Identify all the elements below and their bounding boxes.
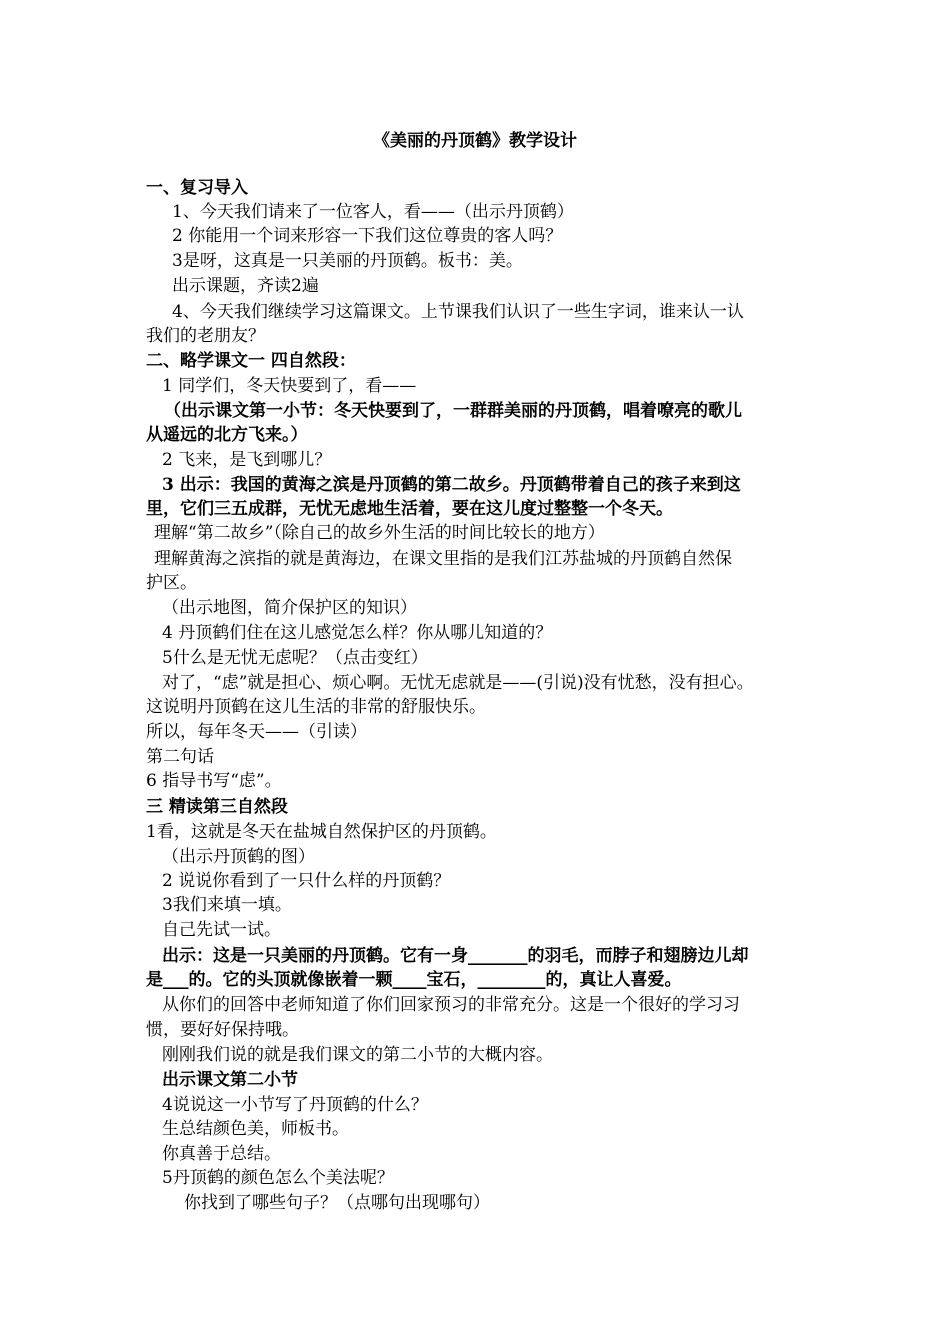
paragraph-line: 2 说说你看到了一只什么样的丹顶鹤？	[162, 871, 451, 891]
paragraph-line: 你真善于总结。	[162, 1144, 281, 1164]
paragraph-line: 2 你能用一个词来形容一下我们这位尊贵的客人吗？	[172, 226, 563, 246]
paragraph-line: 1、今天我们请来了一位客人，看——（出示丹顶鹤）	[172, 202, 574, 222]
paragraph-line: 第二句话	[146, 747, 214, 767]
paragraph-line: 3是呀，这真是一只美丽的丹顶鹤。板书：美。	[172, 251, 523, 271]
paragraph-line: 出示课文第二小节	[162, 1070, 298, 1090]
section-heading: 一、复习导入	[146, 178, 248, 198]
paragraph-line: 4、今天我们继续学习这篇课文。上节课我们认识了一些生字词，谁来认一认	[172, 302, 744, 322]
paragraph-line: 理解黄海之滨指的就是黄海边，在课文里指的是我们江苏盐城的丹顶鹤自然保	[154, 549, 732, 569]
paragraph-line: 所以，每年冬天——（引读）	[146, 722, 367, 742]
paragraph-line: 出示课题，齐读2遍	[172, 276, 319, 296]
paragraph-line: 是___的。它的头顶就像嵌着一颗____宝石，________的，真让人喜爱。	[146, 970, 682, 990]
paragraph-line: 生总结颜色美，师板书。	[162, 1119, 349, 1139]
paragraph-line: 5丹顶鹤的颜色怎么个美法呢？	[162, 1168, 394, 1188]
paragraph-line: 里，它们三五成群，无忧无虑地生活着，要在这儿度过整整一个冬天。	[146, 499, 673, 519]
paragraph-line: 1看，这就是冬天在盐城自然保护区的丹顶鹤。	[146, 822, 497, 842]
paragraph-line: 刚刚我们说的就是我们课文的第二小节的大概内容。	[162, 1045, 553, 1065]
paragraph-line: 6 指导书写“虑”。	[146, 771, 282, 791]
paragraph-line: 3 出示：我国的黄海之滨是丹顶鹤的第二故乡。丹顶鹤带着自己的孩子来到这	[162, 475, 741, 495]
paragraph-line: 5什么是无忧无虑呢？（点击变红）	[162, 648, 428, 668]
paragraph-line: 你找到了哪些句子？（点哪句出现哪句）	[184, 1193, 490, 1213]
paragraph-line: 对了，“虑”就是担心、烦心啊。无忧无虑就是——(引说)没有忧愁，没有担心。	[162, 673, 754, 693]
paragraph-line: 惯，要好好保持哦。	[146, 1020, 299, 1040]
paragraph-line: 这说明丹顶鹤在这儿生活的非常的舒服快乐。	[146, 697, 486, 717]
paragraph-line: 自己先试一试。	[162, 920, 281, 940]
paragraph-line: （出示丹顶鹤的图）	[162, 847, 315, 867]
paragraph-line: 4说说这一小节写了丹顶鹤的什么？	[162, 1095, 428, 1115]
paragraph-line: 4 丹顶鹤们住在这儿感觉怎么样？你从哪儿知道的？	[162, 623, 553, 643]
paragraph-line: 1 同学们，冬天快要到了，看——	[162, 376, 417, 396]
section-heading: 三 精读第三自然段	[146, 797, 288, 817]
paragraph-line: 从遥远的北方飞来。）	[146, 425, 308, 445]
paragraph-line: 我们的老朋友？	[146, 326, 265, 346]
paragraph-line: （出示地图，简介保护区的知识）	[162, 598, 417, 618]
paragraph-line: 出示：这是一只美丽的丹顶鹤。它有一身_______的羽毛，而脖子和翅膀边儿却	[162, 946, 749, 966]
section-heading: 二、略学课文一 四自然段：	[146, 351, 356, 371]
paragraph-line: 理解“第二故乡”（除自己的故乡外生活的时间比较长的地方）	[154, 523, 605, 543]
document-title: 《美丽的丹顶鹤》教学设计	[373, 131, 577, 151]
paragraph-line: 从你们的回答中老师知道了你们回家预习的非常充分。这是一个很好的学习习	[162, 995, 740, 1015]
paragraph-line: 护区。	[146, 573, 197, 593]
paragraph-line: （出示课文第一小节：冬天快要到了，一群群美丽的丹顶鹤，唱着嘹亮的歌儿	[164, 401, 742, 421]
paragraph-line: 2 飞来，是飞到哪儿？	[162, 450, 332, 470]
paragraph-line: 3我们来填一填。	[162, 895, 292, 915]
